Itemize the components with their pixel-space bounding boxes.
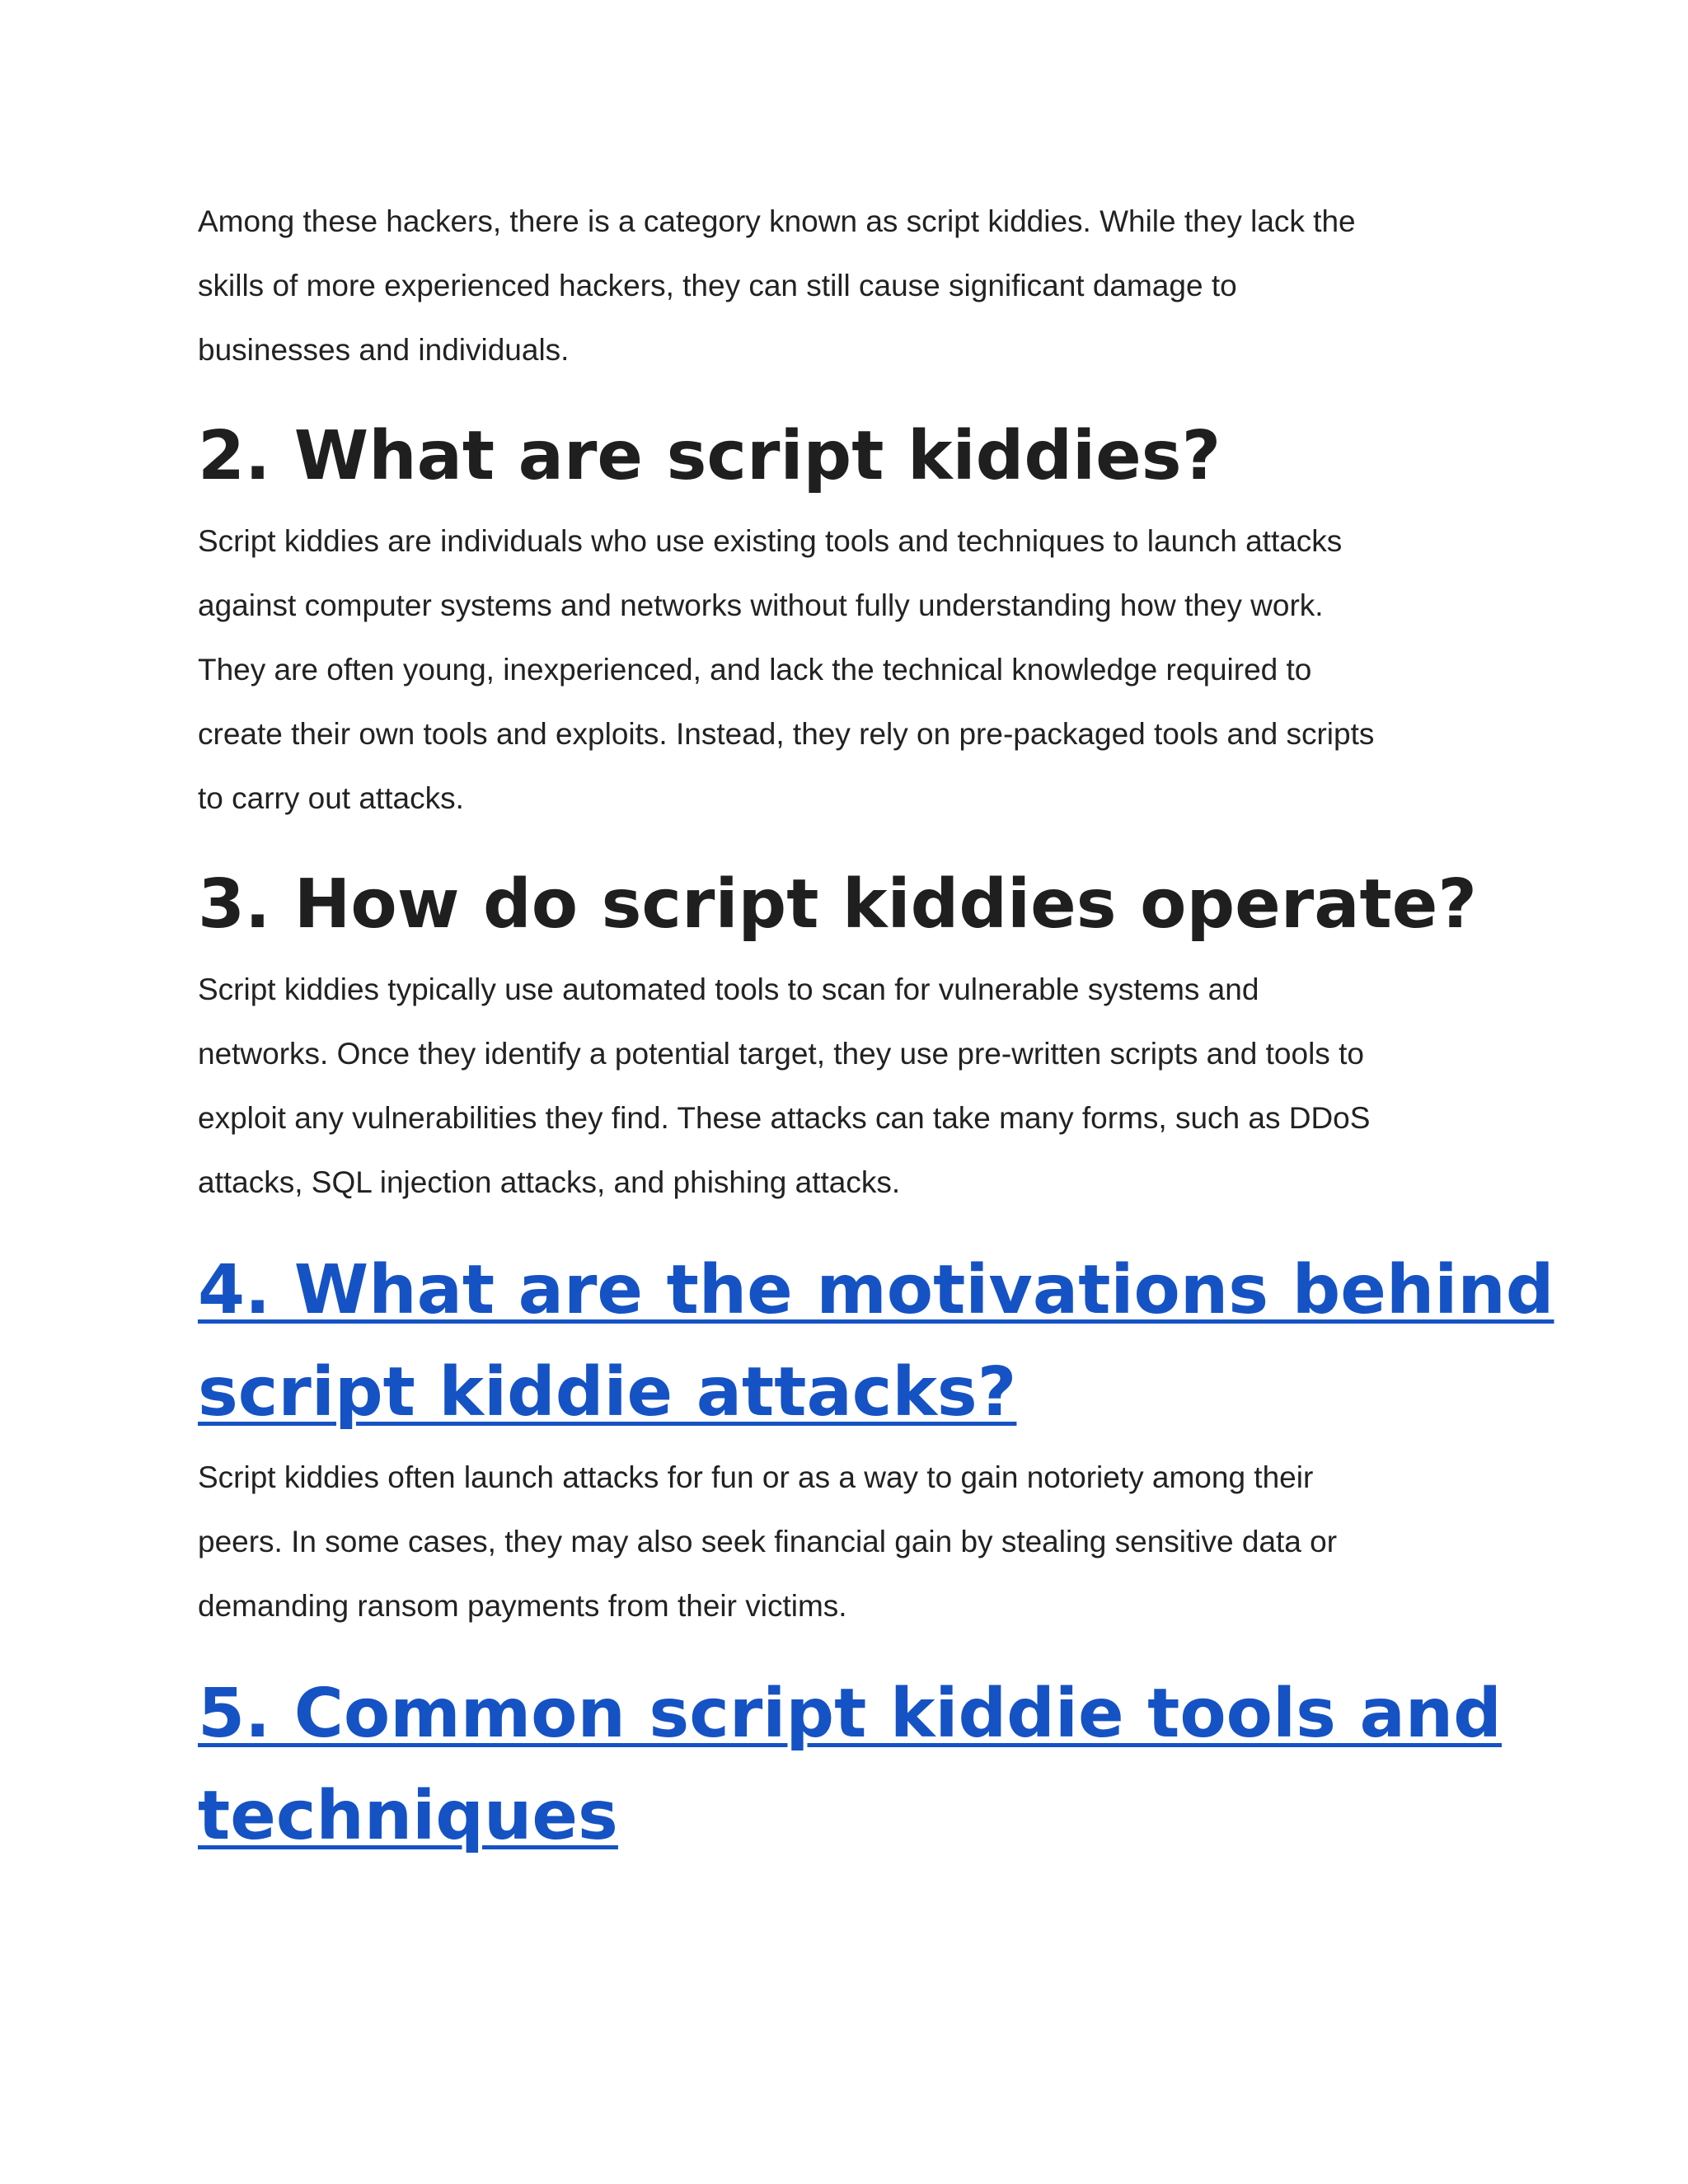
section-2-paragraph [198,509,1492,831]
text-line: Script kiddies are individuals who use existing tools and techniques to launch attacks [198,524,1343,558]
text-line: businesses and individuals. [198,333,570,367]
section-4-heading-link[interactable] [198,1240,1554,1444]
text-line: peers. In some cases, they may also seek financial gain by stealing sensitive data or [198,1525,1338,1558]
section-2-heading: 2. What are script kiddies? [198,417,1221,495]
section-5-heading-link[interactable] [198,1663,1502,1868]
text-line: against computer systems and networks without fully understanding how they work. [198,588,1324,622]
section-3-paragraph [198,958,1492,1215]
text-line: demanding ransom payments from their victims. [198,1589,847,1623]
text-line: networks. Once they identify a potential target, they use pre-written scripts and tools to [198,1037,1364,1071]
heading-line[interactable]: techniques [198,1777,618,1855]
section-4-paragraph [198,1446,1492,1638]
section-4-link[interactable] [198,1240,1554,1444]
heading-line[interactable]: 4. What are the motivations behind [198,1251,1554,1329]
text-line: create their own tools and exploits. Instead, they rely on pre-packaged tools and scripts [198,717,1375,751]
text-line: to carry out attacks. [198,781,464,815]
section-5-link[interactable] [198,1663,1502,1868]
text-line: Script kiddies often launch attacks for fun or as a way to gain notoriety among their [198,1460,1314,1494]
document-page [198,190,1554,1868]
intro-paragraph [198,190,1492,382]
heading-line[interactable]: 5. Common script kiddie tools and [198,1675,1502,1753]
text-line: skills of more experienced hackers, they can still cause significant damage to [198,269,1237,302]
section-3-heading: 3. How do script kiddies operate? [198,865,1477,944]
text-line: Among these hackers, there is a category known as script kiddies. While they lack the [198,204,1356,238]
text-line: Script kiddies typically use automated tools to scan for vulnerable systems and [198,972,1259,1006]
heading-line[interactable]: script kiddie attacks? [198,1353,1017,1432]
text-line: attacks, SQL injection attacks, and phishing attacks. [198,1165,901,1199]
text-line: exploit any vulnerabilities they find. These attacks can take many forms, such as DDoS [198,1101,1371,1135]
text-line: They are often young, inexperienced, and lack the technical knowledge required to [198,653,1312,687]
